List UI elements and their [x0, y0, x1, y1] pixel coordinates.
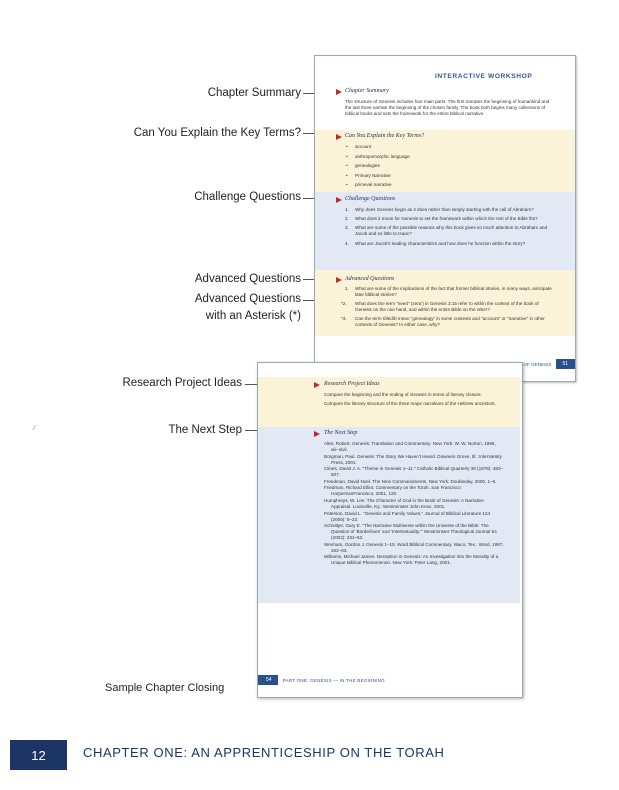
question-number: *3.: [341, 316, 347, 322]
question-text: Why does Genesis begin as it does rather than simply starting with the call of Abraham?: [355, 207, 534, 212]
question-number: 4.: [345, 240, 349, 246]
page-number: 12: [31, 747, 46, 763]
section-arrow-icon: [336, 134, 342, 140]
advanced-questions-list: [341, 286, 553, 332]
question-text: What are some of the implications of the fact that former biblical stories, in many ways, anticipate later biblical stories?: [355, 286, 552, 297]
callout-challenge-questions: Challenge Questions: [194, 191, 301, 203]
stray-mark: ⁄: [34, 425, 36, 432]
key-term-item: • account: [345, 144, 553, 150]
research-projects-section: [258, 377, 520, 427]
chapter-summary-title: Chapter Summary: [345, 88, 389, 94]
section-arrow-icon: [336, 197, 342, 203]
bibliography-list: [324, 441, 504, 567]
back-footer-text: OF GENESIS: [523, 361, 552, 367]
research-projects-title: Research Project Ideas: [324, 381, 380, 387]
research-item: Compare the beginning and the ending of Genesis in terms of literary closure.: [324, 392, 482, 397]
callout-key-terms: Can You Explain the Key Terms?: [133, 127, 301, 139]
callout-advanced-asterisk-line1: Advanced Questions: [194, 293, 301, 305]
chapter-title: CHAPTER ONE: AN APPRENTICESHIP ON THE TORAH: [83, 745, 445, 760]
bibliography-entry: Borgman, Paul. Genesis: The Story We Haven't Heard. Downers Grove, Ill.: InterVarsity Press, 2001.: [324, 453, 502, 465]
chapter-summary-text: The structure of Genesis includes four main parts. The first narrates the beginning of humankind and the last three narrate the beginning of the chosen family. The book both begins many collections of biblical books and sets the framework for the entire biblical narrative.: [345, 99, 550, 116]
key-term-item: • primeval narrative: [345, 182, 553, 188]
bibliography-entry: Peterson, David L. "Genesis and Family Values." Journal of Biblical Literature 124 (2005): 5–23.: [324, 510, 491, 522]
key-terms-section: [315, 130, 576, 192]
front-page-number: 54: [258, 675, 278, 685]
back-page-number: 51: [556, 359, 575, 369]
section-arrow-icon: [336, 277, 342, 283]
section-arrow-icon: [314, 431, 320, 437]
bibliography-entry: Clines, David J. A. "Theme in Genesis 1–11." Catholic Biblical Quarterly 38 (1976): 483–507.: [324, 466, 504, 478]
bibliography-entry: Alter, Robert. Genesis: Translation and Commentary. New York: W. W. Norton, 1996, xiii–xlvii.: [324, 441, 496, 452]
advanced-question: [341, 301, 553, 313]
front-page-footer: [258, 675, 385, 685]
next-step-title: The Next Step: [324, 430, 358, 436]
front-footer-text: PART ONE: GENESIS — IN THE BEGINNING: [282, 677, 385, 683]
advanced-question: [345, 286, 553, 298]
challenge-questions-list: [345, 207, 553, 250]
question-text: What are Jacob's leading characteristics and how does he function within the story?: [355, 240, 526, 246]
bibliography-entry: Friedman, Richard Elliot. Commentary on the Torah. San Francisco: HarperSanFrancisco, 2001, 120.: [324, 485, 462, 497]
challenge-questions-title: Challenge Questions: [345, 196, 396, 202]
key-term-item: • anthropomorphic language: [345, 154, 553, 160]
question-number: *2.: [341, 301, 347, 307]
page-number-block: [10, 740, 67, 770]
section-arrow-icon: [336, 89, 342, 95]
challenge-question: [345, 225, 553, 237]
key-terms-title: Can You Explain the Key Terms?: [345, 133, 425, 139]
question-text: What does the term "seed" (zera') in Genesis 3:15 refer to within the context of the book of Genesis on the one hand, and within the entire Bible on the other?: [355, 301, 539, 313]
bibliography-entry: Schnittjer, Gary E. "The Narrative Multiverse within the Universe of the Bible: The Question of 'Borderlines' and 'Intertextuality.'" Westminster Theological Journal 64 (2002): 231–52.: [324, 523, 497, 541]
question-number: 3.: [345, 225, 349, 231]
key-term-item: • genealogies: [345, 163, 553, 169]
workshop-page-back: [314, 55, 576, 382]
back-page-footer: [523, 359, 575, 369]
advanced-questions-section: [315, 270, 576, 336]
challenge-question: [345, 207, 553, 213]
callout-chapter-summary: Chapter Summary: [207, 87, 301, 99]
question-text: What are some of the possible reasons why this book gives so much attention to Abraham and Jacob and so little to Isaac?: [355, 225, 548, 237]
research-projects-list: [324, 392, 504, 410]
bibliography-entry: Freedman, David Noel. The Nine Commandments. New York: Doubleday, 2000, 1–6.: [324, 478, 497, 484]
bibliography-entry: Humphreys, W. Lee. The Character of God in the Book of Genesis: A Narrative Appraisal. Louisville, Ky.: Westminster John Knox, 2001.: [324, 497, 484, 509]
workshop-page-front: [257, 362, 523, 698]
next-step-section: [258, 427, 520, 603]
advanced-question: [341, 316, 553, 328]
callout-advanced-asterisk-line2: with an Asterisk (*): [205, 310, 301, 322]
challenge-questions-section: [315, 192, 576, 270]
chapter-summary-section: [315, 84, 576, 130]
bibliography-entry: Williams, Michael James. Deception in Genesis: An Investigation into the Morality of a Unique Biblical Phenomenon. New York: Peter Lang, 2001.: [324, 554, 499, 566]
challenge-question: [345, 241, 553, 247]
section-arrow-icon: [314, 382, 320, 388]
question-text: Can the term tôlēdôt mean "genealogy" in some contexts and "account" or "narrative" in other contexts of Genesis? In either case, why?: [355, 316, 545, 328]
bibliography-entry: Wenham, Gordon J. Genesis 1–15. Word Biblical Commentary. Waco, Tex.: Word, 1987, 262–63.: [324, 541, 504, 553]
question-number: 1.: [345, 207, 349, 212]
advanced-questions-title: Advanced Questions: [345, 276, 395, 282]
workshop-header: INTERACTIVE WORKSHOP: [435, 73, 533, 80]
challenge-question: [345, 216, 553, 222]
callout-research-project: Research Project Ideas: [122, 377, 242, 389]
research-item: Compare the literary structure of the three major narratives of the Hebrew ancestors.: [324, 401, 496, 407]
question-text: What does it mean for Genesis to set the framework within which the rest of the Bible fits?: [355, 216, 538, 222]
callout-advanced-questions: Advanced Questions: [194, 273, 301, 285]
sample-chapter-closing-label: Sample Chapter Closing: [105, 682, 225, 694]
key-terms-list: [345, 144, 553, 192]
question-number: 2.: [345, 216, 349, 222]
callout-next-step: The Next Step: [168, 424, 242, 436]
question-number: 1.: [345, 286, 349, 291]
key-term-item: • Primary Narrative: [345, 173, 553, 179]
